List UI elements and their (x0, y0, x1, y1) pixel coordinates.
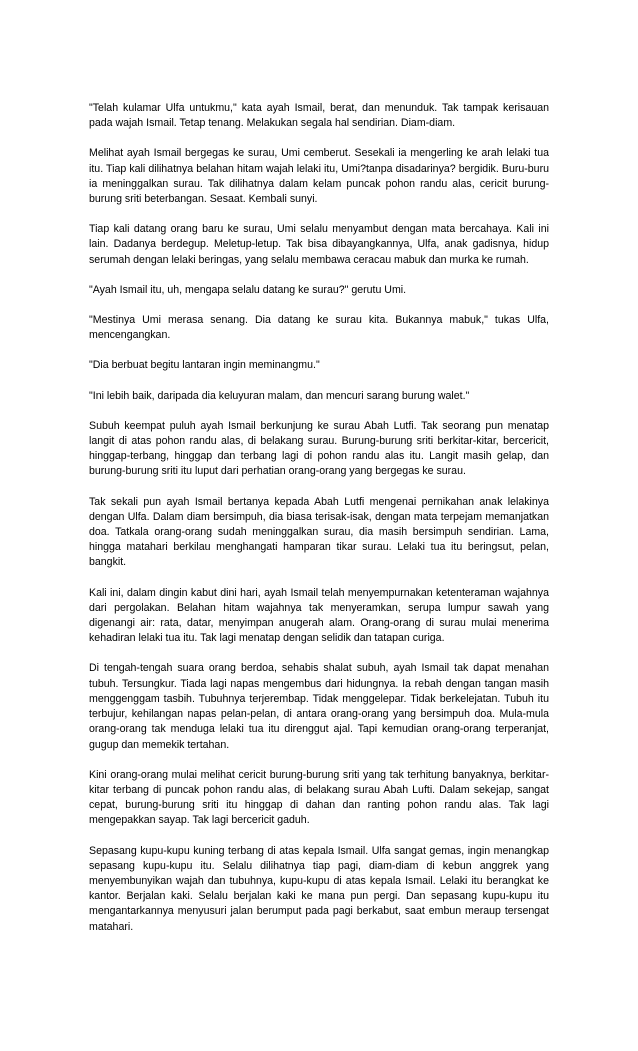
paragraph: Di tengah-tengah suara orang berdoa, sehabis shalat subuh, ayah Ismail tak dapat menahan tubuh. Tersungkur. Tiada lagi napas mengembus dari hidungnya. Ia rebah dengan tangan masih menggenggam tasbih. Tubuhnya terjerembap. Tidak menggelepar. Tidak berkelejatan. Tubuh itu terbujur, kehilangan napas pelan-pelan, di antara orang-orang yang bersimpuh doa. Mula-mula orang-orang tak menduga lelaki tua itu direnggut ajal. Tapi kemudian orang-orang terperanjat, gugup dan memekik tertahan. (89, 662, 549, 751)
paragraph: Melihat ayah Ismail bergegas ke surau, Umi cemberut. Sesekali ia mengerling ke arah lelaki tua itu. Tiap kali dilihatnya belahan hitam wajah lelaki itu, Umi?tanpa disadarinya? bergidik. Buru-buru ia meninggalkan surau. Tak dilihatnya dalam kelam puncak pohon randu alas, cericit burung-burung sriti beterbangan. Sesaat. Kembali sunyi. (89, 147, 549, 206)
paragraph: "Dia berbuat begitu lantaran ingin meminangmu." (89, 359, 320, 372)
paragraph: Sepasang kupu-kupu kuning terbang di atas kepala Ismail. Ulfa sangat gemas, ingin menangkap sepasang kupu-kupu itu. Selalu dilihatnya tiap pagi, diam-diam di kebun anggrek yang menyembunyikan wajah dan tubuhnya, kupu-kupu di atas kepala Ismail. Lelaki itu berangkat ke kantor. Berjalan kaki. Selalu berjalan kaki ke mana pun pergi. Dan sepasang kupu-kupu itu mengantarkannya menyusuri jalan berumput pada pagi berkabut, saat embun meraup tersengat matahari. (89, 844, 549, 933)
paragraph: Tiap kali datang orang baru ke surau, Umi selalu menyambut dengan mata bercahaya. Kali ini lain. Dadanya berdegup. Meletup-letup. Tak bisa dibayangkannya, Ulfa, anak gadisnya, hidup serumah dengan lelaki beringas, yang selalu membawa ceracau mabuk dan murka ke rumah. (89, 223, 549, 266)
paragraph: "Ini lebih baik, daripada dia keluyuran malam, dan mencuri sarang burung walet." (89, 389, 470, 402)
paragraph: Kali ini, dalam dingin kabut dini hari, ayah Ismail telah menyempurnakan ketenteraman wajahnya dari pergolakan. Belahan hitam wajahnya tak menyeramkan, serupa lumpur sawah yang digenangi air: rata, datar, menyimpan anugerah alam. Orang-orang di surau mulai menerima kehadiran lelaki tua itu. Tak lagi menatap dengan selidik dan tatapan curiga. (89, 586, 549, 645)
paragraph: Subuh keempat puluh ayah Ismail berkunjung ke surau Abah Lutfi. Tak seorang pun menatap langit di atas pohon randu alas, di belakang surau. Burung-burung sriti berkitar-kitar, bercericit, hinggap-terbang, hinggap dan terbang lagi di pohon randu alas itu. Langit masih gelap, dan burung-burung sriti itu luput dari perhatian orang-orang yang bergegas ke surau. (89, 419, 549, 478)
document-body (89, 101, 549, 950)
paragraph: Kini orang-orang mulai melihat cericit burung-burung sriti yang tak terhitung banyaknya, berkitar-kitar terbang di puncak pohon randu alas, di belakang surau Abah Lufti. Dalam sekejap, sangat cepat, burung-burung sriti itu hinggap di dahan dan ranting pohon randu alas. Tak lagi mengepakkan sayap. Tak lagi bercericit gaduh. (89, 768, 549, 827)
paragraph: Tak sekali pun ayah Ismail bertanya kepada Abah Lutfi mengenai pernikahan anak lelakinya dengan Ulfa. Dalam diam bersimpuh, dia biasa terisak-isak, dengan mata terpejam memanjatkan doa. Tatkala orang-orang sudah meninggalkan surau, dia masih bersimpuh sendirian. Lama, hingga matahari berkilau menghangati hamparan tikar surau. Lelaki tua itu beringsut, pelan, bangkit. (89, 495, 549, 569)
paragraph: "Ayah Ismail itu, uh, mengapa selalu datang ke surau?" gerutu Umi. (89, 283, 407, 296)
paragraph: "Mestinya Umi merasa senang. Dia datang ke surau kita. Bukannya mabuk," tukas Ulfa, mencengangkan. (89, 314, 549, 342)
paragraph: "Telah kulamar Ulfa untukmu," kata ayah Ismail, berat, dan menunduk. Tak tampak kerisauan pada wajah Ismail. Tetap tenang. Melakukan segala hal sendirian. Diam-diam. (89, 102, 549, 130)
